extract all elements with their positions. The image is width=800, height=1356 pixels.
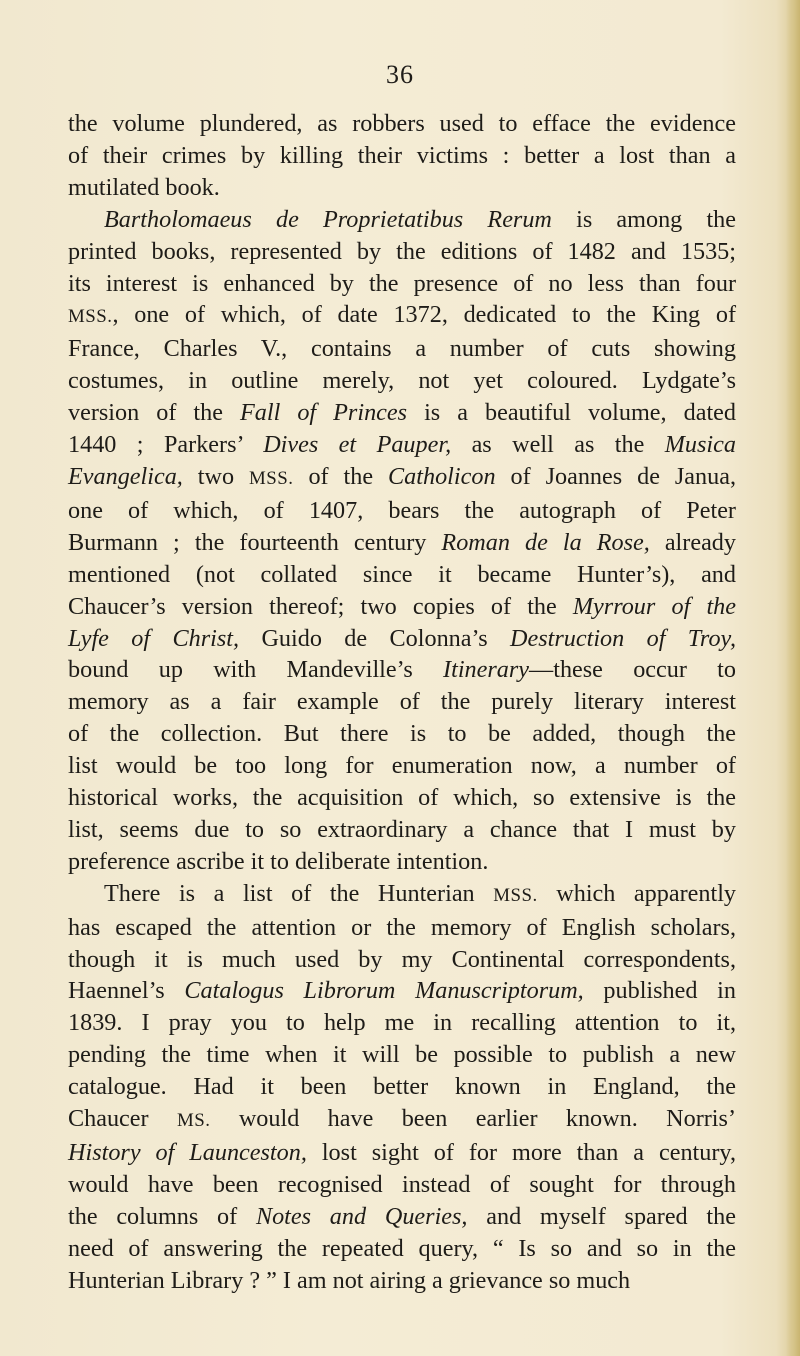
text-line <box>68 686 736 718</box>
text-run: the volume plundered, as robbers used to efface the evidence <box>68 110 736 137</box>
text-run: costumes, in outline merely, not yet coloured. Lydgate’s <box>68 367 736 395</box>
text-line <box>68 365 736 397</box>
text-line <box>68 397 736 429</box>
text-line <box>68 975 736 1007</box>
text-run: France, Charles V., contains a number of cuts showing <box>68 335 736 363</box>
text-run: —these occur to <box>529 656 736 684</box>
text-run: mentioned (not collated since it became Hunter’s), and <box>68 560 736 588</box>
text-run: historical works, the acquisition of which, so extensive is the <box>68 784 736 812</box>
text-line <box>68 878 736 912</box>
text-line <box>68 654 736 686</box>
text-line <box>68 299 736 333</box>
italic-title: Evangelica, <box>68 462 183 490</box>
text-line <box>68 461 736 495</box>
italic-title: Dives et Pauper, <box>263 431 452 459</box>
text-run: printed books, represented by the editions of 1482 and 1535; <box>68 237 736 265</box>
text-run: of the <box>293 462 389 490</box>
text-run: , one of which, of date 1372, dedicated to the King of <box>112 301 736 329</box>
text-run: Hunterian Library ? ” I am not airing a grievance so much <box>68 1266 631 1294</box>
text-run: of the collection. But there is to be added, though the <box>68 720 736 748</box>
text-line <box>68 1007 736 1039</box>
text-run: is a beautiful volume, dated <box>407 399 736 427</box>
text-run: Chaucer’s version thereof; two copies of the <box>68 592 573 620</box>
small-caps-abbrev: MSS. <box>68 306 113 328</box>
page-edge-shading <box>786 0 800 1356</box>
italic-title: Myrrour of the <box>572 592 736 620</box>
text-run: Chaucer <box>68 1105 177 1133</box>
italic-title: History of Launceston, <box>68 1139 307 1166</box>
text-run: version of the <box>68 399 240 427</box>
small-caps-abbrev: MSS. <box>493 884 538 906</box>
text-line <box>68 108 736 140</box>
text-run: which apparently <box>537 879 737 907</box>
italic-title: Itinerary <box>443 656 530 684</box>
page-number: 36 <box>386 60 414 89</box>
text-line <box>68 204 736 236</box>
text-line <box>68 1233 736 1265</box>
text-line <box>68 623 736 655</box>
text-line <box>68 268 736 300</box>
italic-title: Musica <box>664 431 736 459</box>
text-run: its interest is enhanced by the presence of no less than four <box>68 269 736 297</box>
text-run: as well as the <box>451 431 665 459</box>
text-run: Burmann ; the fourteenth century <box>68 528 442 556</box>
text-run: pending the time when it will be possible to publish a new <box>68 1041 736 1069</box>
text-line <box>68 172 736 204</box>
text-run: would have been recognised instead of sought for through <box>68 1170 736 1198</box>
text-line <box>68 333 736 365</box>
italic-title: Lyfe of Christ, <box>68 624 240 652</box>
text-line <box>68 559 736 591</box>
text-run: list, seems due to so extraordinary a chance that I must by <box>68 815 736 843</box>
text-run: of Joannes de Janua, <box>495 462 737 490</box>
text-run: of their crimes by killing their victims : better a lost than a <box>68 141 736 169</box>
text-run: two <box>182 462 250 490</box>
text-line <box>68 591 736 623</box>
text-run: is among the <box>551 205 736 233</box>
text-run: bound up with Mandeville’s <box>68 656 444 684</box>
italic-title: Catalogus Librorum Manuscriptorum, <box>184 977 584 1005</box>
text-run: already <box>649 528 736 556</box>
italic-title: Notes and Queries, <box>255 1202 468 1230</box>
italic-title: Bartholomaeus de Proprietatibus Rerum <box>104 205 552 233</box>
text-run: 1440 ; Parkers’ <box>68 431 264 459</box>
text-line <box>68 846 736 878</box>
text-run: mutilated book. <box>68 173 220 201</box>
text-run: though it is much used by my Continental correspondents, <box>68 945 736 973</box>
text-run: There is a list of the Hunterian <box>104 879 494 907</box>
italic-title: Destruction of Troy, <box>510 624 736 652</box>
text-run: would have been earlier known. Norris’ <box>210 1105 736 1133</box>
text-line <box>68 814 736 846</box>
text-run: and myself spared the <box>467 1202 736 1230</box>
text-run: 1839. I pray you to help me in recalling attention to it, <box>68 1009 736 1037</box>
text-line <box>68 140 736 172</box>
text-run: memory as a fair example of the purely literary interest <box>68 688 736 716</box>
text-line <box>68 782 736 814</box>
text-line <box>68 912 736 944</box>
text-run: has escaped the attention or the memory of English scholars, <box>68 913 736 941</box>
text-line <box>68 1201 736 1233</box>
italic-title: Fall of Princes <box>239 399 408 427</box>
text-line <box>68 527 736 559</box>
text-line <box>68 750 736 782</box>
text-run: list would be too long for enumeration now, a number of <box>68 752 736 780</box>
italic-title: Catholicon <box>388 462 496 490</box>
text-line <box>68 1071 736 1103</box>
small-caps-abbrev: MSS. <box>249 467 294 489</box>
text-line <box>68 718 736 750</box>
text-line <box>68 1039 736 1071</box>
small-caps-abbrev: MS. <box>176 1110 211 1132</box>
text-run: the columns of <box>68 1202 256 1230</box>
text-run: one of which, of 1407, bears the autograph of Peter <box>68 496 736 524</box>
text-run: Haennel’s <box>68 977 185 1005</box>
text-line <box>68 1137 736 1169</box>
text-line <box>68 944 736 976</box>
body-text <box>68 108 736 1297</box>
text-run: catalogue. Had it been better known in England, the <box>68 1073 736 1101</box>
text-run: published in <box>583 977 736 1005</box>
text-run: lost sight of for more than a century, <box>306 1139 736 1166</box>
text-line <box>68 1169 736 1201</box>
text-line <box>68 236 736 268</box>
text-line <box>68 1103 736 1137</box>
text-line <box>68 495 736 527</box>
text-run: preference ascribe it to deliberate intention. <box>68 847 489 875</box>
text-line <box>68 429 736 461</box>
text-run: need of answering the repeated query, “ Is so and so in the <box>68 1234 736 1262</box>
italic-title: Roman de la Rose, <box>441 528 650 556</box>
text-line <box>68 1265 736 1297</box>
text-run: Guido de Colonna’s <box>239 624 511 652</box>
